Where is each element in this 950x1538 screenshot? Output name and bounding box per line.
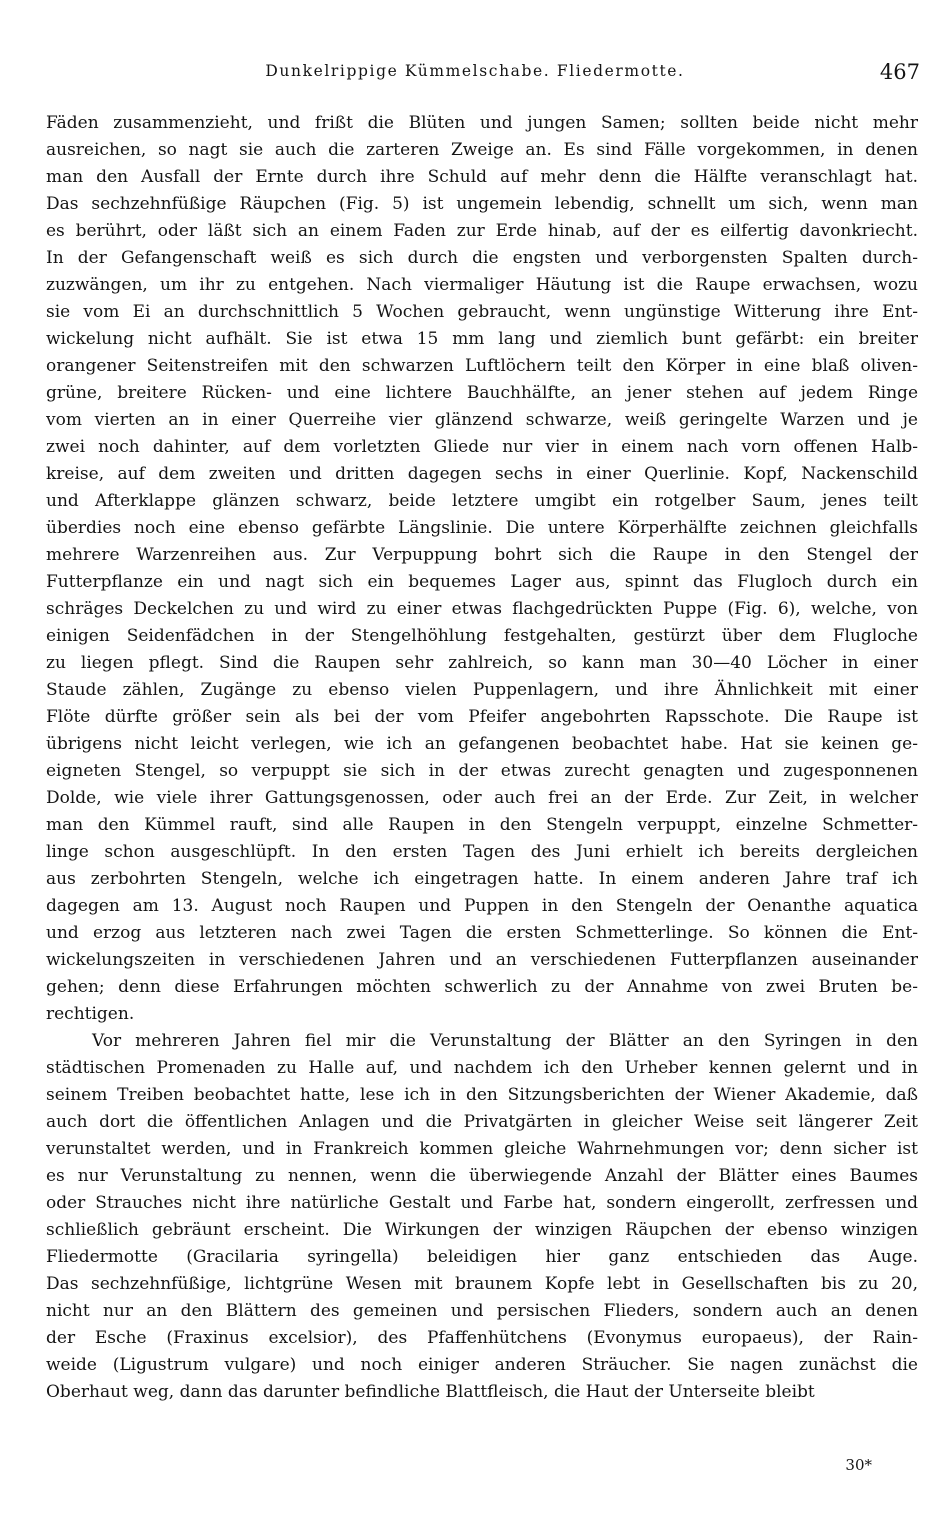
text-line: man den Ausfall der Ernte durch ihre Schuld auf mehr denn die Hälfte veranschlagt hat. <box>46 167 918 187</box>
text-line: dagegen am 13. August noch Raupen und Puppen in den Stengeln der Oenanthe aquatica <box>46 896 918 916</box>
text-line: kreise, auf dem zweiten und dritten dagegen sechs in einer Querlinie. Kopf, Nackenschild <box>46 464 918 484</box>
text-line: grüne, breitere Rücken- und eine lichtere Bauchhälfte, an jener stehen auf jedem Ringe <box>46 383 918 403</box>
text-line: orangener Seitenstreifen mit den schwarzen Luftlöchern teilt den Körper in eine blaß oliven- <box>46 356 918 376</box>
text-line: Vor mehreren Jahren fiel mir die Verunstaltung der Blätter an den Syringen in den <box>92 1031 918 1051</box>
running-title: Dunkelrippige Kümmelschabe. Fliedermotte. <box>265 62 685 80</box>
text-line: In der Gefangenschaft weiß es sich durch die engsten und verborgensten Spalten durch- <box>46 248 918 268</box>
text-line: und Afterklappe glänzen schwarz, beide letztere umgibt ein rotgelber Saum, jenes teilt <box>46 491 918 511</box>
text-line: zwei noch dahinter, auf dem vorletzten Gliede nur vier in einem nach vorn offenen Halb- <box>46 437 918 457</box>
text-line: man den Kümmel rauft, sind alle Raupen in den Stengeln verpuppt, einzelne Schmetter- <box>46 815 918 835</box>
text-line: es berührt, oder läßt sich an einem Faden zur Erde hinab, auf der es eilfertig davonkriecht. <box>46 221 918 241</box>
text-line: Flöte dürfte größer sein als bei der vom Pfeifer angebohrten Rapsschote. Die Raupe ist <box>46 707 918 727</box>
text-line: es nur Verunstaltung zu nennen, wenn die überwiegende Anzahl der Blätter eines Baumes <box>46 1166 918 1186</box>
text-line: einigen Seidenfädchen in der Stengelhöhlung festgehalten, gestürzt über dem Flugloche <box>46 626 918 646</box>
text-line: vom vierten an in einer Querreihe vier glänzend schwarze, weiß geringelte Warzen und je <box>46 410 918 430</box>
text-line: verunstaltet werden, und in Frankreich kommen gleiche Wahrnehmungen vor; denn sicher ist <box>46 1139 918 1159</box>
text-line: gehen; denn diese Erfahrungen möchten schwerlich zu der Annahme von zwei Bruten be- <box>46 977 918 997</box>
text-line: Futterpflanze ein und nagt sich ein bequemes Lager aus, spinnt das Flugloch durch ein <box>46 572 918 592</box>
text-line: oder Strauches nicht ihre natürliche Gestalt und Farbe hat, sondern eingerollt, zerfressen und <box>46 1193 918 1213</box>
text-line: seinem Treiben beobachtet hatte, lese ich in den Sitzungsberichten der Wiener Akademie, daß <box>46 1085 918 1105</box>
text-line: wickelungszeiten in verschiedenen Jahren und an verschiedenen Futterpflanzen auseinander <box>46 950 918 970</box>
text-line: übrigens nicht leicht verlegen, wie ich an gefangenen beobachtet habe. Hat sie keinen ge- <box>46 734 918 754</box>
text-line: schließlich gebräunt erscheint. Die Wirkungen der winzigen Räupchen der ebenso winzigen <box>46 1220 918 1240</box>
text-line: Dolde, wie viele ihrer Gattungsgenossen, oder auch frei an der Erde. Zur Zeit, in welcher <box>46 788 918 808</box>
text-line: wickelung nicht aufhält. Sie ist etwa 15 mm lang und ziemlich bunt gefärbt: ein breiter <box>46 329 918 349</box>
text-line: Das sechzehnfüßige Räupchen (Fig. 5) ist ungemein lebendig, schnellt um sich, wenn man <box>46 194 918 214</box>
text-line: schräges Deckelchen zu und wird zu einer etwas flachgedrückten Puppe (Fig. 6), welche, von <box>46 599 918 619</box>
running-head <box>0 62 950 88</box>
page-number: 467 <box>879 60 920 84</box>
text-line: und erzog aus letzteren nach zwei Tagen die ersten Schmetterlinge. So können die Ent- <box>46 923 918 943</box>
body-text <box>46 110 918 1406</box>
text-line: Das sechzehnfüßige, lichtgrüne Wesen mit braunem Kopfe lebt in Gesellschaften bis zu 20, <box>46 1274 918 1294</box>
text-line: nicht nur an den Blättern des gemeinen und persischen Flieders, sondern auch an denen <box>46 1301 918 1321</box>
text-line: der Esche (Fraxinus excelsior), des Pfaffenhütchens (Evonymus europaeus), der Rain- <box>46 1328 918 1348</box>
text-line: überdies noch eine ebenso gefärbte Längslinie. Die untere Körperhälfte zeichnen gleichfalls <box>46 518 918 538</box>
text-line: mehrere Warzenreihen aus. Zur Verpuppung bohrt sich die Raupe in den Stengel der <box>46 545 918 565</box>
text-line: städtischen Promenaden zu Halle auf, und nachdem ich den Urheber kennen gelernt und in <box>46 1058 918 1078</box>
text-line: auch dort die öffentlichen Anlagen und die Privatgärten in gleicher Weise seit längerer Zeit <box>46 1112 918 1132</box>
text-line: sie vom Ei an durchschnittlich 5 Wochen gebraucht, wenn ungünstige Witterung ihre Ent- <box>46 302 918 322</box>
text-line: zu liegen pflegt. Sind die Raupen sehr zahlreich, so kann man 30—40 Löcher in einer <box>46 653 918 673</box>
text-line: linge schon ausgeschlüpft. In den ersten Tagen des Juni erhielt ich bereits dergleichen <box>46 842 918 862</box>
text-line: Fäden zusammenzieht, und frißt die Blüten und jungen Samen; sollten beide nicht mehr <box>46 113 918 133</box>
text-line: aus zerbohrten Stengeln, welche ich eingetragen hatte. In einem anderen Jahre traf ich <box>46 869 918 889</box>
text-line: zuzwängen, um ihr zu entgehen. Nach viermaliger Häutung ist die Raupe erwachsen, wozu <box>46 275 918 295</box>
text-line: Staude zählen, Zugänge zu ebenso vielen Puppenlagern, und ihre Ähnlichkeit mit einer <box>46 680 918 700</box>
text-line: Oberhaut weg, dann das darunter befindliche Blattfleisch, die Haut der Unterseite bleibt <box>46 1382 815 1402</box>
signature-mark: 30* <box>845 1456 872 1474</box>
text-line: weide (Ligustrum vulgare) und noch einiger anderen Sträucher. Sie nagen zunächst die <box>46 1355 918 1375</box>
text-line: Fliedermotte (Gracilaria syringella) beleidigen hier ganz entschieden das Auge. <box>46 1247 918 1267</box>
text-line: eigneten Stengel, so verpuppt sie sich in der etwas zurecht genagten und zugesponnenen <box>46 761 918 781</box>
text-line: ausreichen, so nagt sie auch die zarteren Zweige an. Es sind Fälle vorgekommen, in denen <box>46 140 918 160</box>
text-line: rechtigen. <box>46 1004 135 1024</box>
